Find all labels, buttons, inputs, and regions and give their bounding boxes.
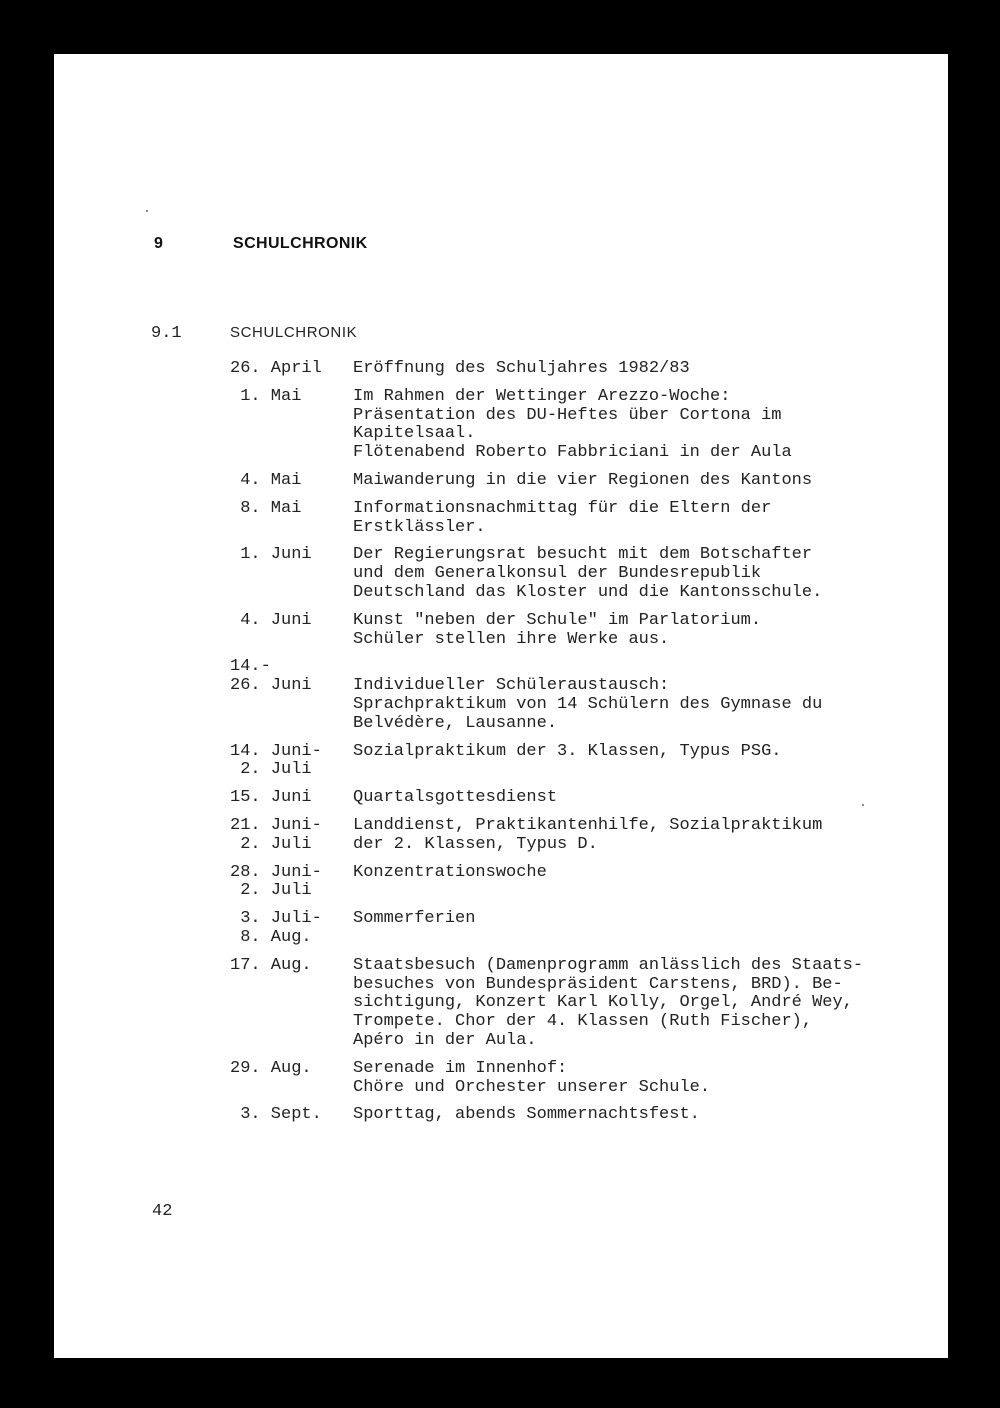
entry-text: Maiwanderung in die vier Regionen des Kantons [353, 470, 813, 490]
subsection-number: 9.1 [151, 324, 182, 343]
entry-text: Im Rahmen der Wettinger Arezzo-Woche: Präsentation des DU-Heftes über Cortona im Kapitelsaal. Flötenabend Roberto Fabbriciani in der Aula [353, 386, 792, 463]
entry-date: 1. Mai [230, 386, 302, 406]
chronicle-entry [230, 612, 930, 650]
entry-date: 14. Juni- 2. Juli [230, 741, 322, 780]
entry-text: Sporttag, abends Sommernachtsfest. [353, 1105, 700, 1125]
document-page [54, 54, 948, 1358]
scan-speck [146, 210, 148, 212]
entry-text: Individueller Schüleraustausch: Sprachpraktikum von 14 Schülern des Gymnase du Belvédère, Lausanne. [353, 676, 823, 733]
entry-date: 4. Mai [230, 470, 302, 490]
entry-text: Sommerferien [353, 909, 476, 929]
subsection-title: SCHULCHRONIK [230, 324, 358, 341]
chronicle-entry [230, 957, 930, 1051]
chronicle-entry [230, 1060, 930, 1098]
chronicle-entry [230, 817, 930, 855]
entry-date: 3. Sept. [230, 1105, 322, 1125]
chronicle-entry [230, 500, 930, 538]
chronicle-entry [230, 388, 930, 463]
entry-date: 4. Juni [230, 610, 312, 630]
chronicle-list [230, 360, 930, 1134]
chronicle-entry [230, 658, 930, 733]
entry-date: 26. April [230, 359, 322, 378]
entry-date: 28. Juni- 2. Juli [230, 862, 322, 901]
entry-text: Kunst "neben der Schule" im Parlatorium. Schüler stellen ihre Werke aus. [353, 610, 762, 649]
entry-text: Informationsnachmittag für die Eltern der Erstklässler. [353, 498, 772, 537]
chronicle-entry [230, 472, 930, 491]
entry-text: Konzentrationswoche [353, 862, 547, 882]
entry-date: 8. Mai [230, 498, 302, 518]
entry-text: Serenade im Innenhof: Chöre und Orchester unserer Schule. [353, 1058, 711, 1097]
chronicle-entry [230, 743, 930, 781]
section-number: 9 [154, 235, 163, 252]
entry-date: 21. Juni- 2. Juli [230, 815, 322, 854]
chronicle-entry [230, 546, 930, 602]
chronicle-entry [230, 789, 930, 808]
entry-date: 15. Juni [230, 788, 312, 808]
page-number: 42 [152, 1202, 173, 1221]
entry-text: Eröffnung des Schuljahres 1982/83 [353, 359, 690, 378]
chronicle-entry [230, 360, 930, 379]
chronicle-entry [230, 1106, 930, 1125]
section-title: SCHULCHRONIK [233, 235, 368, 252]
entry-text: Landdienst, Praktikantenhilfe, Sozialpraktikum der 2. Klassen, Typus D. [353, 815, 823, 854]
entry-date: 1. Juni [230, 545, 312, 565]
entry-text: Der Regierungsrat besucht mit dem Botschafter und dem Generalkonsul der Bundesrepublik Deutschland das Kloster und die Kantonsschule. [353, 545, 823, 602]
entry-date: 3. Juli- 8. Aug. [240, 909, 322, 947]
chronicle-entry [230, 864, 930, 902]
entry-date: 29. Aug. [230, 1058, 312, 1078]
entry-text: Staatsbesuch (Damenprogramm anlässlich des Staats- besuches von Bundespräsident Carstens, BRD). Be- sichtigung, Konzert Karl Kolly, Orgel, André Wey, Trompete. Chor der 4. Klassen (Ruth Fischer), Apéro in der Aula. [353, 955, 864, 1050]
entry-text: Sozialpraktikum der 3. Klassen, Typus PSG. [353, 741, 782, 761]
chronicle-entry [230, 910, 930, 948]
entry-date: 17. Aug. [230, 955, 312, 975]
entry-date: 14.- 26. Juni [230, 657, 312, 696]
entry-text: Quartalsgottesdienst [353, 788, 558, 808]
